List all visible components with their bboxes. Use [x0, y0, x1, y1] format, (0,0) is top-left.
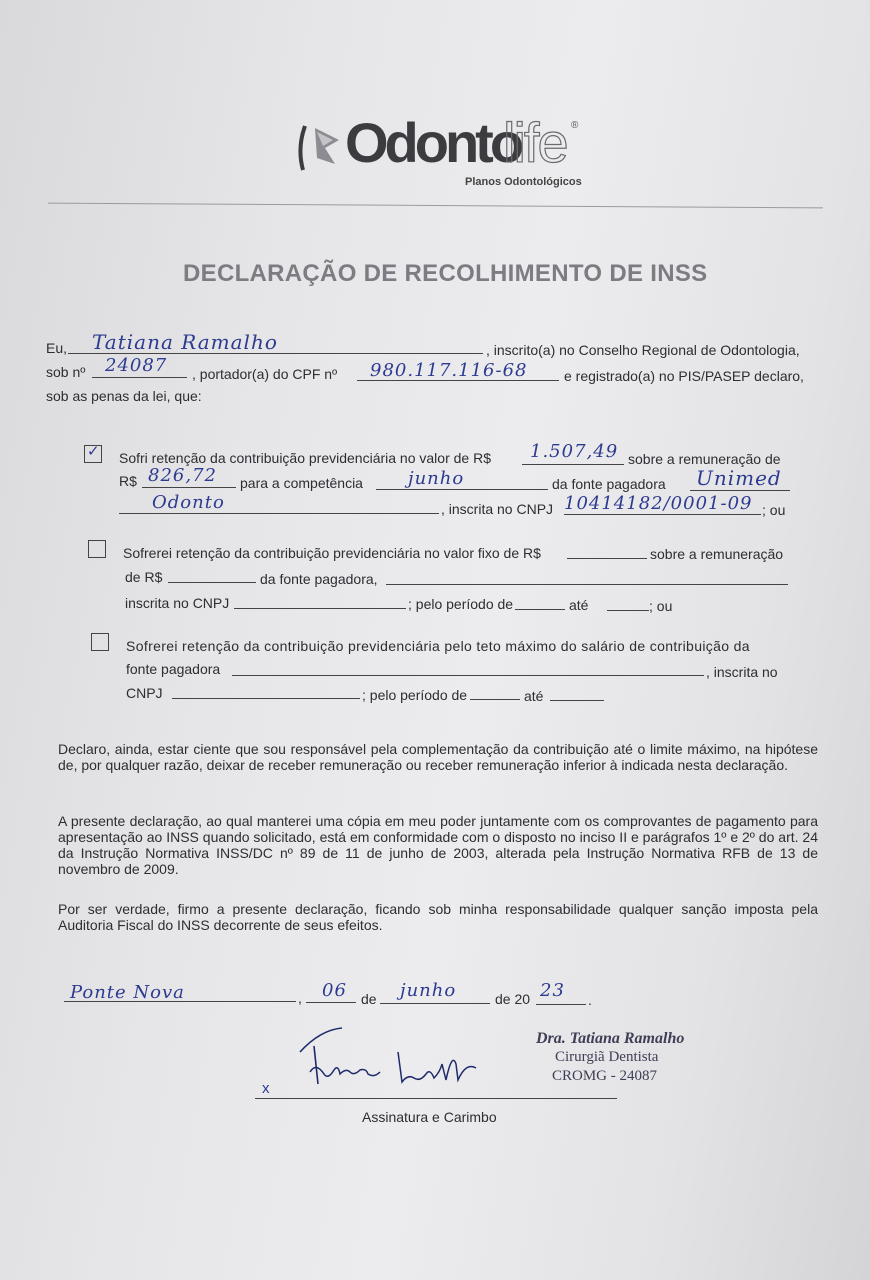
option1-fonte-value-1: Unimed	[696, 466, 782, 490]
penas-text: sob as penas da lei, que:	[46, 388, 202, 404]
signature-label: Assinatura e Carimbo	[362, 1109, 497, 1125]
option3-ate-line	[550, 700, 604, 701]
option1-cnpj-value: 10414182/0001-09	[564, 493, 753, 514]
day-value: 06	[322, 980, 347, 1001]
stamp-name: Dra. Tatiana Ramalho	[536, 1030, 685, 1047]
option1-fonte-text: da fonte pagadora	[552, 476, 666, 492]
paragraph-ciente: Declaro, ainda, estar ciente que sou responsável pela complementação da contribuição até o limite máximo, na hipótese de, por qualquer razão, deixar de receber remuneração ou receber remuneração inferior à indicada nesta declaração.	[58, 741, 818, 773]
option3-fonte-text: fonte pagadora	[126, 661, 221, 677]
option3-periodo-line	[470, 699, 520, 700]
option2-ate-text: até	[569, 597, 589, 613]
paragraph-verdade: Por ser verdade, firmo a presente declaração, ficando sob minha responsabilidade qualquer sanção imposta pela Auditoria Fiscal do INSS decorrente de seus efeitos.	[58, 901, 818, 933]
option2-text-a: Sofrerei retenção da contribuição previdenciária no valor fixo de R$	[123, 545, 541, 561]
option2-rs-label: de R$	[125, 569, 163, 585]
logo-brand-main: Odonto	[345, 111, 521, 174]
option1-valor-value: 1.507,49	[530, 441, 619, 462]
option2-fonte-line	[386, 584, 788, 585]
option1-rs-label: R$	[119, 473, 137, 489]
option2-text-b: sobre a remuneração	[650, 546, 784, 562]
option1-competencia-value: junho	[408, 468, 465, 489]
option2-cnpj-line	[234, 608, 406, 609]
option1-text-a: Sofri retenção da contribuição previdenciária no valor de R$	[119, 450, 491, 466]
option3-cnpj-text: CNPJ	[126, 685, 163, 701]
year-value: 23	[540, 980, 565, 1001]
option1-competencia-text: para a competência	[240, 475, 363, 491]
date-de-1: de	[361, 991, 377, 1007]
registrado-text: e registrado(a) no PIS/PASEP declaro,	[564, 368, 804, 384]
option1-remun-value: 826,72	[148, 465, 217, 486]
sob-value: 24087	[105, 355, 168, 376]
option3-cnpj-line	[172, 698, 360, 699]
date-de-2: de 20	[495, 991, 531, 1007]
logo-tagline: Planos Odontológicos	[465, 176, 582, 188]
month-line	[380, 1003, 490, 1004]
inscrito-text: , inscrito(a) no Conselho Regional de Odontologia,	[486, 342, 800, 358]
handwritten-signature	[280, 1022, 500, 1092]
option1-ou-text: ; ou	[762, 502, 786, 518]
option3-periodo-text: ; pelo período de	[362, 687, 468, 703]
option2-ate-line	[607, 610, 649, 611]
option2-periodo-text: ; pelo período de	[408, 596, 514, 612]
logo-registered-mark: ®	[571, 120, 579, 131]
option1-cnpj-line	[564, 514, 761, 515]
option1-fonte-value-2: Odonto	[152, 492, 225, 513]
signature-line	[255, 1098, 617, 1099]
header-divider	[48, 203, 823, 209]
option2-periodo-line	[515, 609, 565, 610]
option1-fonte-line	[690, 490, 790, 491]
option1-remun-line	[142, 487, 236, 488]
eu-label: Eu,	[46, 340, 68, 356]
option3-fonte-line	[232, 675, 704, 676]
option1-valor-line	[522, 464, 624, 465]
company-logo	[295, 110, 595, 200]
portador-text: , portador(a) do CPF nº	[192, 366, 338, 382]
city-value: Ponte Nova	[70, 982, 185, 1003]
option3-inscrita-text: , inscrita no	[706, 664, 778, 680]
logo-brand-light: life	[503, 111, 567, 174]
stamp-cro: CROMG - 24087	[552, 1068, 658, 1084]
option2-cnpj-text: inscrita no CNPJ	[125, 595, 230, 611]
month-value: junho	[400, 980, 457, 1001]
option2-checkbox[interactable]	[88, 540, 106, 558]
day-line	[306, 1002, 356, 1003]
name-value: Tatiana Ramalho	[92, 330, 278, 354]
year-line	[536, 1004, 586, 1005]
option1-text-b: sobre a remuneração de	[628, 451, 781, 467]
option3-text-a: Sofrerei retenção da contribuição previdenciária pelo teto máximo do salário de contribuição da	[126, 638, 750, 654]
check-mark-icon: ✓	[87, 443, 100, 460]
option1-cnpj-text: , inscrita no CNPJ	[441, 501, 554, 517]
page-title: DECLARAÇÃO DE RECOLHIMENTO DE INSS	[183, 260, 708, 287]
stamp-role: Cirurgiã Dentista	[555, 1049, 659, 1065]
option2-ou-text: ; ou	[649, 598, 673, 614]
option3-checkbox[interactable]	[91, 633, 109, 651]
cpf-value: 980.117.116-68	[370, 360, 528, 381]
date-comma: ,	[298, 990, 302, 1006]
sob-label: sob nº	[46, 364, 86, 380]
option2-remun-line	[168, 582, 256, 583]
option1-checkbox[interactable]	[84, 445, 102, 463]
logo-tooth-icon	[295, 118, 345, 178]
option3-ate-text: até	[524, 688, 544, 704]
option2-valor-line	[567, 558, 647, 559]
option2-fonte-text: da fonte pagadora,	[260, 571, 378, 587]
option1-fonte-line-2	[119, 513, 439, 514]
signature-x-mark: x	[262, 1080, 270, 1097]
date-period: .	[588, 992, 592, 1008]
paragraph-conformidade: A presente declaração, ao qual manterei uma cópia em meu poder juntamente com os comprovantes de pagamento para apresentação ao INSS quando solicitado, está em conformidade com o disposto no inciso II e parágrafos 1º e 2º do art. 24 da Instrução Normativa INSS/DC nº 89 de 11 de junho de 2003, alterada pela Instrução Normativa RFB de 13 de novembro de 2009.	[58, 813, 818, 877]
option1-competencia-line	[376, 489, 548, 490]
sob-line	[92, 377, 187, 378]
